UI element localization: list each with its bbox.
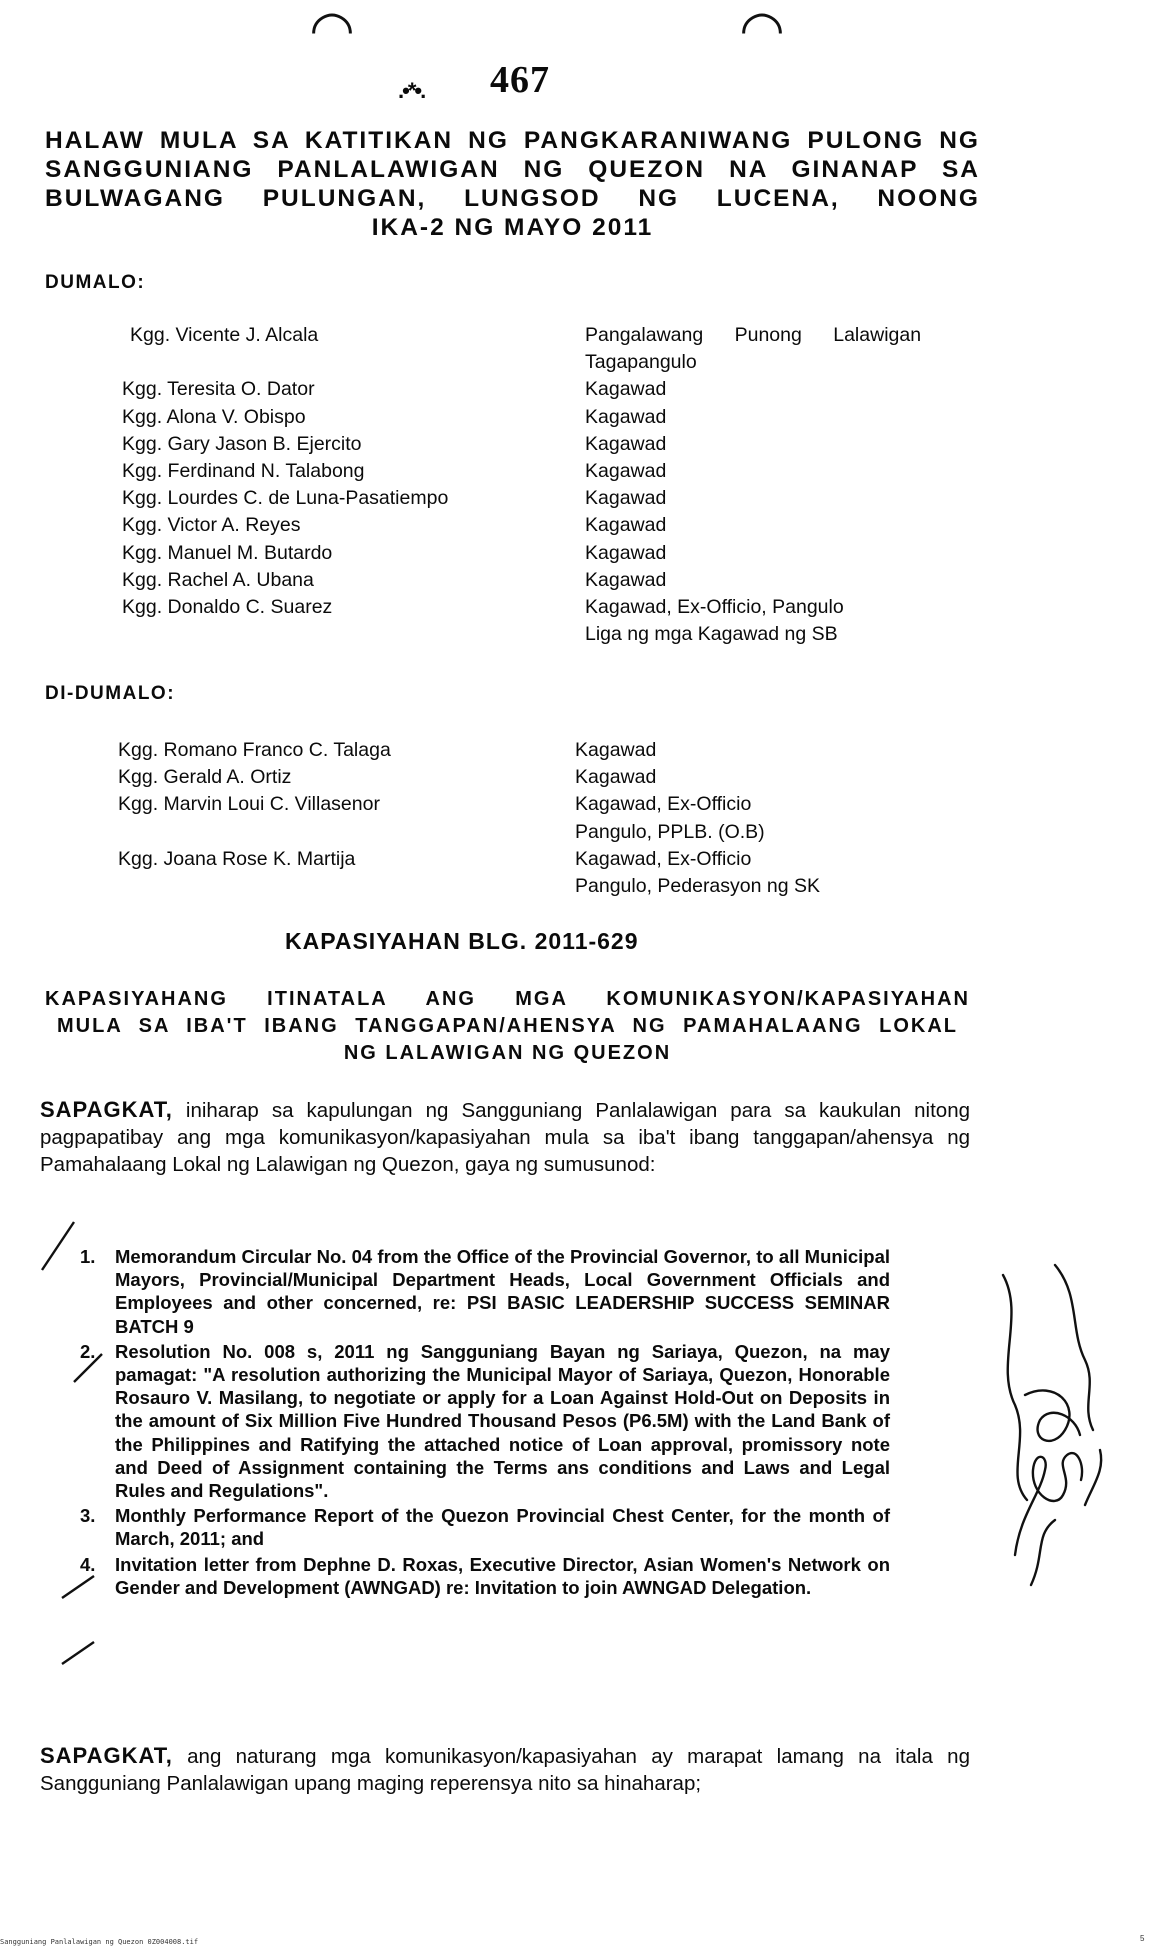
item-text: Monthly Performance Report of the Quezon Provincial Chest Center, for the month of March, 2011; and bbox=[115, 1505, 890, 1550]
member-role: Pangulo, Pederasyon ng SK bbox=[575, 874, 821, 897]
member-name: Kgg. Alona V. Obispo bbox=[122, 405, 306, 428]
member-role: Kagawad, Ex-Officio bbox=[575, 793, 752, 816]
member-role: Kagawad bbox=[585, 405, 667, 428]
member-role: Kagawad, Ex-Officio, Pangulo bbox=[585, 595, 844, 618]
list-item bbox=[80, 1504, 890, 1550]
whereas-paragraph-1 bbox=[40, 1096, 970, 1178]
item-text: Memorandum Circular No. 04 from the Office of the Provincial Governor, to all Municipal Mayors, Provincial/Municipal Department Heads, Local Government Officials and Employees and other concerned, re: PSI BASIC LEADERSHIP SUCCESS SEMINAR BATCH 9 bbox=[115, 1246, 890, 1337]
member-role: Liga ng mga Kagawad ng SB bbox=[585, 623, 838, 646]
member-role: Kagawad bbox=[585, 541, 667, 564]
page-number: 467 bbox=[490, 59, 550, 101]
list-item bbox=[80, 1340, 890, 1502]
member-name: Kgg. Victor A. Reyes bbox=[122, 514, 301, 537]
member-name: Kgg. Gary Jason B. Ejercito bbox=[122, 432, 362, 455]
member-name: Kgg. Marvin Loui C. Villasenor bbox=[118, 793, 380, 816]
di-dumalo-label: DI-DUMALO: bbox=[45, 683, 176, 704]
member-role: Kagawad bbox=[575, 766, 657, 789]
item-text: Resolution No. 008 s, 2011 ng Sangguniang Bayan ng Sariaya, Quezon, na may pamagat: "A resolution authorizing the Municipal Mayor of Sariaya, Quezon, Honorable Rosauro V. Masilang, to negotiate or apply for a Loan Against Hold-Out on Deposits in the amount of Six Million Five Hundred Thousand Pesos (P6.5M) with the Land Bank of the Philippines and Ratifying the attached notice of Loan approval, promissory note and Deed of Assignment containing the Terms ans conditions and Laws and Legal Rules and Regulations". bbox=[115, 1340, 890, 1502]
heading-line: SANGGUNIANG PANLALAWIGAN NG QUEZON NA GINANAP SA bbox=[45, 156, 980, 183]
list-item bbox=[80, 1553, 890, 1599]
member-role: Kagawad bbox=[585, 568, 667, 591]
member-name bbox=[118, 873, 578, 900]
whereas-lead: SAPAGKAT, bbox=[40, 1743, 173, 1768]
title-line: KAPASIYAHANG ITINATALA ANG MGA KOMUNIKASYON/KAPASIYAHAN bbox=[45, 988, 970, 1010]
resolution-number: KAPASIYAHAN BLG. 2011-629 bbox=[285, 928, 639, 954]
whereas-text: ang naturang mga komunikasyon/kapasiyahan ay marapat lamang na itala ng Sangguniang Panlalawigan upang maging reperensya nito sa hinaharap; bbox=[40, 1745, 970, 1795]
signature-icon bbox=[985, 1255, 1115, 1590]
member-name: Kgg. Donaldo C. Suarez bbox=[122, 595, 333, 618]
member-name: Kgg. Gerald A. Ortiz bbox=[118, 766, 292, 789]
dumalo-names bbox=[122, 322, 592, 648]
member-name: Kgg. Lourdes C. de Luna-Pasatiempo bbox=[122, 487, 449, 510]
dumalo-label: DUMALO: bbox=[45, 272, 146, 293]
check-mark bbox=[60, 1640, 96, 1668]
member-name: Kgg. Manuel M. Butardo bbox=[122, 541, 333, 564]
whereas-text: iniharap sa kapulungan ng Sangguniang Panlalawigan para sa kaukulan nitong pagpapatibay ang mga komunikasyon/kapasiyahan mula sa iba't ibang tanggapan/ahensya ng Pamahalaang Lokal ng Lalawigan ng Quezon, gaya ng sumusunod: bbox=[40, 1099, 970, 1176]
item-number: 1. bbox=[80, 1246, 96, 1267]
member-role: Pangulo, PPLB. (O.B) bbox=[575, 820, 765, 843]
member-name bbox=[122, 349, 592, 376]
scan-page-marker: 5 bbox=[1140, 1934, 1145, 1943]
check-mark bbox=[38, 1218, 78, 1274]
member-name bbox=[118, 819, 578, 846]
list-item bbox=[80, 1245, 890, 1338]
member-name: Kgg. Rachel A. Ubana bbox=[122, 568, 314, 591]
member-role: Kagawad, Ex-Officio bbox=[575, 847, 752, 870]
scan-footer: Sangguniang Panlalawigan ng Quezon 0Z004008.tif bbox=[0, 1938, 199, 1946]
heading-line: HALAW MULA SA KATITIKAN NG PANGKARANIWANG PULONG NG bbox=[45, 127, 980, 154]
member-role: Kagawad bbox=[585, 378, 667, 401]
member-role: Kagawad bbox=[585, 432, 667, 455]
member-name: Kgg. Teresita O. Dator bbox=[122, 378, 315, 401]
title-line: NG LALAWIGAN NG QUEZON bbox=[343, 1042, 672, 1064]
member-role: Kagawad bbox=[575, 739, 657, 761]
member-name: Kgg. Joana Rose K. Martija bbox=[118, 847, 356, 870]
item-text: Invitation letter from Dephne D. Roxas, Executive Director, Asian Women's Network on Gender and Development (AWNGAD) re: Invitation to join AWNGAD Delegation. bbox=[115, 1553, 890, 1598]
member-role: Kagawad bbox=[585, 459, 667, 482]
communications-list bbox=[80, 1245, 890, 1599]
member-role: Kagawad bbox=[585, 514, 667, 537]
dumalo-roles bbox=[585, 322, 985, 648]
whereas-lead: SAPAGKAT, bbox=[40, 1097, 173, 1122]
di-dumalo-names bbox=[118, 737, 578, 900]
resolution-title bbox=[45, 986, 970, 1067]
ink-dots: .•*•. bbox=[398, 78, 425, 103]
di-dumalo-roles bbox=[575, 737, 975, 900]
heading-line: BULWAGANG PULUNGAN, LUNGSOD NG LUCENA, NOONG bbox=[45, 185, 980, 212]
punch-mark-left: ◠ bbox=[312, 0, 352, 60]
item-number: 2. bbox=[80, 1340, 96, 1362]
punch-mark-right: ◠ bbox=[742, 0, 782, 60]
member-role: Tagapangulo bbox=[585, 351, 697, 374]
whereas-paragraph-2 bbox=[40, 1742, 970, 1797]
member-role: Kagawad bbox=[585, 487, 667, 510]
title-line: MULA SA IBA'T IBANG TANGGAPAN/AHENSYA NG PAMAHALAANG LOKAL bbox=[57, 1015, 958, 1037]
member-role: Pangalawang Punong Lalawigan bbox=[585, 324, 922, 346]
member-name: Kgg. Ferdinand N. Talabong bbox=[122, 459, 365, 482]
minutes-heading bbox=[45, 126, 980, 242]
member-name: Kgg. Vicente J. Alcala bbox=[130, 324, 319, 346]
member-name: Kgg. Romano Franco C. Talaga bbox=[118, 739, 391, 761]
member-name bbox=[122, 621, 592, 648]
item-number: 4. bbox=[80, 1553, 96, 1575]
heading-line: IKA-2 NG MAYO 2011 bbox=[371, 214, 654, 241]
item-number: 3. bbox=[80, 1505, 96, 1527]
